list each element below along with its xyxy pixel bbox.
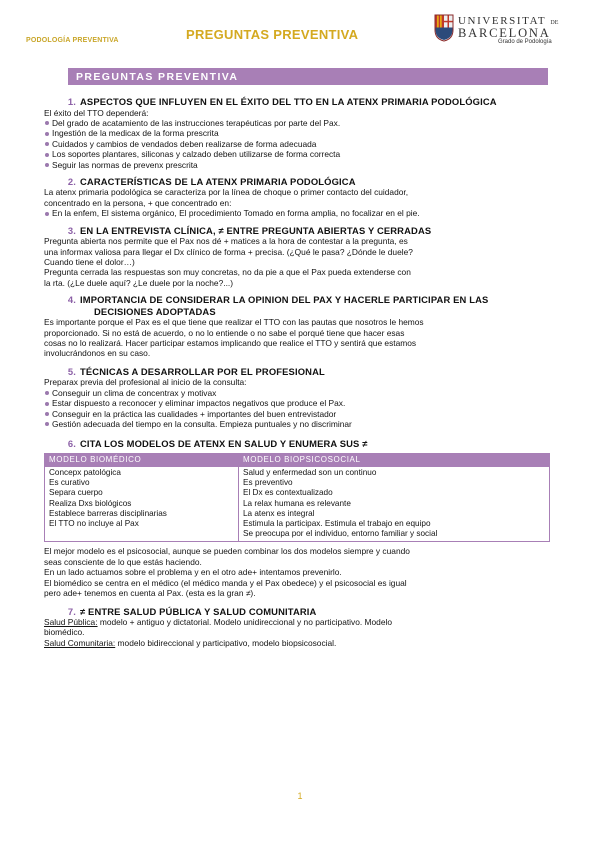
table-cell-line: Concepx patológica xyxy=(49,468,121,478)
table-cell-line: Separa cuerpo xyxy=(49,488,103,498)
list-item: Ingestión de la medicax de la forma prescrita xyxy=(44,128,554,138)
table-cell-line: El Dx es contextualizado xyxy=(243,488,333,498)
logo-de-text: DE xyxy=(550,20,559,26)
table-cell-line: El TTO no incluye al Pax xyxy=(49,519,139,529)
list-item: Estar dispuesto a reconocer y eliminar impactos negativos que produce el Pax. xyxy=(44,398,554,408)
paragraph-line: seas consciente de lo que estás haciendo. xyxy=(44,556,202,567)
paragraph-line: pero ade+ tenemos en cuenta al Pax. (esta es la gran ≠). xyxy=(44,588,256,599)
logo-universitat-text: UNIVERSITAT xyxy=(458,15,547,27)
table-header-biomedico: MODELO BIOMÉDICO xyxy=(45,453,239,466)
paragraph-line: Es importante porque el Pax es el que tiene que realizar el TTO con las pautas que nosotros le hemos xyxy=(44,317,424,328)
paragraph-line: La atenx primaria podológica se caracteriza por la línea de choque o primer contacto del cuidador, xyxy=(44,187,409,198)
models-table xyxy=(44,453,550,543)
paragraph-line: El biomédico se centra en el médico (el médico manda y el Pax obedece) y el psicosocial es igual xyxy=(44,577,407,588)
paragraph-line: Pregunta abierta nos permite que el Pax nos dé + matices a la hora de contestar a la pregunta, es xyxy=(44,236,408,247)
paragraph-line: proporcionado. Si no está de acuerdo, o no lo entiende o no sabe el porqué tiene que hacer esas xyxy=(44,327,405,338)
section-2-heading: 2. CARACTERÍSTICAS DE LA ATENX PRIMARIA PODOLÓGICA xyxy=(67,175,356,187)
paragraph-line: Cuando tiene el dolor…) xyxy=(44,256,135,267)
table-cell-line: La relax humana es relevante xyxy=(243,498,351,508)
salud-publica-line: Salud Pública: modelo + antiguo y dictatorial. Modelo unidireccional y no participativo. Modelo xyxy=(44,617,393,627)
table-cell-biopsicosocial xyxy=(239,467,550,542)
table-cell-line: Estimula la participax. Estimula el trabajo en equipo xyxy=(243,519,431,529)
paragraph-line: la rta. (¿Le duele aquí? ¿Le duele por la noche?...) xyxy=(44,277,234,288)
list-item: Conseguir en la práctica las cualidades + importantes del buen entrevistador xyxy=(44,409,554,419)
paragraph-line: concentrado en la persona, + que concentrado en: xyxy=(44,197,232,208)
table-cell-line: Es curativo xyxy=(49,478,90,488)
list-item: En la enfem, El sistema orgánico, El procedimiento Tomado en forma amplia, no focalizar en el pie. xyxy=(44,208,554,218)
section-6-heading: 6. CITA LOS MODELOS DE ATENX EN SALUD Y ENUMERA SUS ≠ xyxy=(67,438,368,450)
list-item: Los soportes plantares, siliconas y calzado deben utilizarse de forma correcta xyxy=(44,149,554,159)
section-5-heading: 5. TÉCNICAS A DESARROLLAR POR EL PROFESIONAL xyxy=(67,365,325,377)
table-cell-line: Salud y enfermedad son un continuo xyxy=(243,468,377,478)
list-item: Cuidados y cambios de vendados deben realizarse de forma adecuada xyxy=(44,139,554,149)
salud-publica-label: Salud Pública: xyxy=(44,617,98,627)
table-header-biopsicosocial: MODELO BIOPSICOSOCIAL xyxy=(239,453,550,466)
section-3-heading: 3. EN LA ENTREVISTA CLÍNICA, ≠ ENTRE PREGUNTA ABIERTAS Y CERRADAS xyxy=(67,224,432,236)
section-1-intro: El éxito del TTO dependerá: xyxy=(44,107,149,118)
salud-comunitaria-line: Salud Comunitaria: modelo bidireccional y participativo, modelo biopsicosocial. xyxy=(44,637,337,648)
list-item: Gestión adecuada del tiempo en la consulta. Empieza puntuales y no discriminar xyxy=(44,419,554,429)
section-5-intro: Preparax previa del profesional al inicio de la consulta: xyxy=(44,377,247,388)
list-item: Seguir las normas de prevenx prescrita xyxy=(44,160,554,170)
section-7-heading: 7. ≠ ENTRE SALUD PÚBLICA Y SALUD COMUNITARIA xyxy=(67,605,317,617)
logo-grado-text: Grado de Podología xyxy=(498,39,552,45)
section-1-heading: 1. ASPECTOS QUE INFLUYEN EN EL ÉXITO DEL TTO EN LA ATENX PRIMARIA PODOLÓGICA xyxy=(67,96,497,107)
table-cell-line: Realiza Dxs biológicos xyxy=(49,498,132,508)
table-cell-line: Establece barreras disciplinarias xyxy=(49,508,167,518)
paragraph-line: Pregunta cerrada las respuestas son muy concretas, no da pie a que el Pax pueda extenderse con xyxy=(44,267,411,278)
header-left-label: PODOLOGÍA PREVENTIVA xyxy=(26,37,119,44)
paragraph-line: una informax valiosa para llegar el Dx clínico de forma + precisa. (¿Qué le pasa? ¿Dónde le duele? xyxy=(44,246,413,257)
section-4-heading: 4. IMPORTANCIA DE CONSIDERAR LA OPINION DEL PAX Y HACERLE PARTICIPAR EN LAS DECISIONES ADOPTADAS xyxy=(67,294,489,317)
paragraph-line: El mejor modelo es el psicosocial, aunque se pueden combinar los dos modelos siempre y cuando xyxy=(44,546,410,557)
paragraph-line: cosas no lo realizará. Hacer participar estamos implicando que realice el TTO y sentirá que estamos xyxy=(44,338,417,348)
shield-icon xyxy=(434,14,454,42)
paragraph-line: En un lado actuamos sobre el problema y en el otro ade+ intentamos prevenirlo. xyxy=(44,567,342,578)
table-cell-line: La atenx es integral xyxy=(243,508,315,518)
section-banner: PREGUNTAS PREVENTIVA xyxy=(68,68,548,85)
list-item: Del grado de acatamiento de las instrucciones terapéuticas por parte del Pax. xyxy=(44,118,554,128)
table-cell-biomedico xyxy=(45,467,239,542)
list-item: Conseguir un clima de concentrax y motivax xyxy=(44,388,554,398)
table-cell-line: Es preventivo xyxy=(243,478,293,488)
document-body xyxy=(44,96,554,648)
salud-comunitaria-label: Salud Comunitaria: xyxy=(44,637,116,648)
table-cell-line: Se preocupa por el individuo, entorno familiar y social xyxy=(243,529,438,539)
logo-barcelona-text: BARCELONA xyxy=(458,26,551,40)
university-logo xyxy=(434,14,574,48)
header-title: PREGUNTAS PREVENTIVA xyxy=(186,27,359,42)
paragraph-line: involucrándonos en su caso. xyxy=(44,348,151,359)
paragraph-line: biomédico. xyxy=(44,627,85,638)
page-number: 1 xyxy=(297,791,303,801)
